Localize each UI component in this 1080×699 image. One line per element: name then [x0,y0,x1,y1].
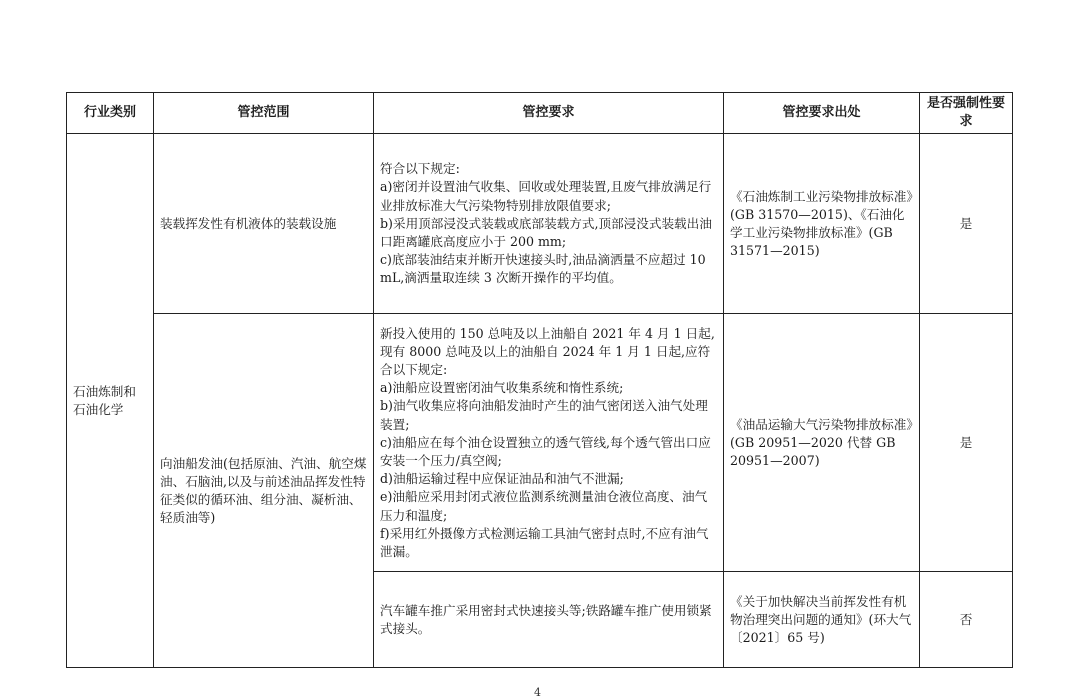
header-scope: 管控范围 [154,93,374,134]
requirement-line: c)底部装油结束并断开快速接头时,油品滴洒量不应超过 10 mL,滴洒量取连续 3 次断开操作的平均值。 [380,252,706,286]
requirement-line: c)油船应在每个油仓设置独立的透气管线,每个透气管出口应安装一个压力/真空阀; [380,434,711,468]
requirement-line: d)油船运输过程中应保证油品和油气不泄漏; [380,471,624,487]
requirement-line: f)采用红外摄像方式检测运输工具油气密封点时,不应有油气泄漏。 [380,525,709,560]
requirement-line: 符合以下规定: [380,161,460,177]
source-cell: 《油品运输大气污染物排放标准》(GB 20951—2020 代替 GB 20951—2007) [724,314,920,572]
category-cell: 石油炼制和石油化学 [67,134,154,668]
table-row [67,314,1013,572]
scope-cell: 向油船发油(包括原油、汽油、航空煤油、石脑油,以及与前述油品挥发性特征类似的循环油、组分油、凝析油、轻质油等) [154,314,374,668]
table-header-row [67,93,1013,134]
requirement-line: 汽车罐车推广采用密封式快速接头等;铁路罐车推广使用锁紧式接头。 [380,602,712,636]
requirement-line: a)密闭并设置油气收集、回收或处理装置,且废气排放满足行业排放标准大气污染物特别排放限值要求; [380,179,712,213]
requirement-line: e)油船应采用封闭式液位监测系统测量油仓液位高度、油气压力和温度; [380,489,708,523]
source-cell: 《关于加快解决当前挥发性有机物治理突出问题的通知》(环大气〔2021〕65 号) [724,572,920,668]
requirement-cell [374,314,724,572]
requirement-cell [374,572,724,668]
scope-cell: 装载挥发性有机液体的装载设施 [154,134,374,314]
mandatory-cell: 是 [920,314,1013,572]
table-row [67,134,1013,314]
requirement-line: 新投入使用的 150 总吨及以上油船自 2021 年 4 月 1 日起,现有 8000 总吨及以上的油船自 2024 年 1 月 1 日起,应符合以下规定: [380,325,715,377]
regulation-table [66,92,1013,668]
source-cell: 《石油炼制工业污染物排放标准》(GB 31570—2015)、《石油化学工业污染物排放标准》(GB 31571—2015) [724,134,920,314]
mandatory-cell: 否 [920,572,1013,668]
requirement-cell [374,134,724,314]
requirement-line: b)油气收集应将向油船发油时产生的油气密闭送入油气处理装置; [380,398,708,432]
header-source: 管控要求出处 [724,93,920,134]
mandatory-cell: 是 [920,134,1013,314]
header-category: 行业类别 [67,93,154,134]
header-mandatory: 是否强制性要求 [920,93,1013,134]
requirement-line: a)油船应设置密闭油气收集系统和惰性系统; [380,380,624,396]
requirement-line: b)采用顶部浸没式装载或底部装载方式,顶部浸没式装载出油口距离罐底高度应小于 200 mm; [380,215,712,249]
page-number: 4 [534,686,541,699]
header-requirement: 管控要求 [374,93,724,134]
